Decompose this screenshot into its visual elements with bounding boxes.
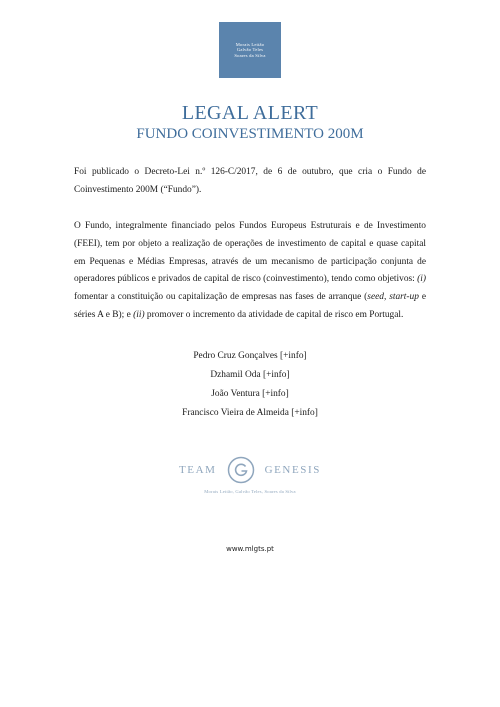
logo-line-1: Morais Leitão (235, 41, 265, 47)
p2-marker-i: (i) (417, 274, 426, 285)
p2-term-seed: seed (367, 292, 384, 303)
p2-text-e: promover o incremento da atividade de capital de risco em Portugal. (144, 309, 404, 320)
firm-logo (219, 22, 281, 78)
paragraph-intro: Foi publicado o Decreto-Lei n.º 126-C/2017, de 6 de outubro, que cria o Fundo de Coinvestimento 200M (“Fundo”). (74, 167, 426, 195)
contact-list (0, 347, 500, 423)
p2-marker-ii: (ii) (133, 309, 145, 320)
p2-term-startup: start-up (389, 292, 419, 303)
logo-line-3: Soares da Silva (234, 52, 266, 58)
footer-url-link[interactable]: www.mlgts.pt (226, 545, 274, 553)
page-title: LEGAL ALERT (181, 102, 319, 124)
team-logo-right: GENESIS (264, 464, 321, 476)
paragraph-fund-description (74, 218, 426, 325)
p2-text-d: e séries A e B); e (74, 292, 426, 320)
team-logo-tagline: Morais Leitão, Galvão Teles, Soares da Silva (204, 489, 296, 494)
p2-text-c: , (383, 292, 390, 303)
p2-text-b: fomentar a constituição ou capitalização de empresas nas fases de arranque ( (74, 292, 368, 303)
logo-line-2: Galvão Teles (236, 47, 264, 53)
team-genesis-logo (0, 455, 500, 485)
p2-text-a: O Fundo, integralmente financiado pelos Fundos Europeus Estruturais e de Investimento (FEEI), tem por objeto a realização de operações de investimento de capital e quase capital em Pequenas e Médias Empresas, através de um mecanismo de participação conjunta de operadores públicos e privados de capital de risco (coinvestimento), tendo como objetivos: (74, 221, 426, 285)
contact-link[interactable]: Francisco Vieira de Almeida [+info] (182, 408, 318, 418)
team-logo-left: TEAM (178, 464, 217, 476)
contact-link[interactable]: Pedro Cruz Gonçalves [+info] (193, 351, 307, 361)
contact-link[interactable]: João Ventura [+info] (211, 389, 289, 399)
page-subtitle: FUNDO COINVESTIMENTO 200M (136, 126, 364, 142)
contact-link[interactable]: Dzhamil Oda [+info] (210, 370, 290, 380)
genesis-g-icon (227, 456, 255, 484)
